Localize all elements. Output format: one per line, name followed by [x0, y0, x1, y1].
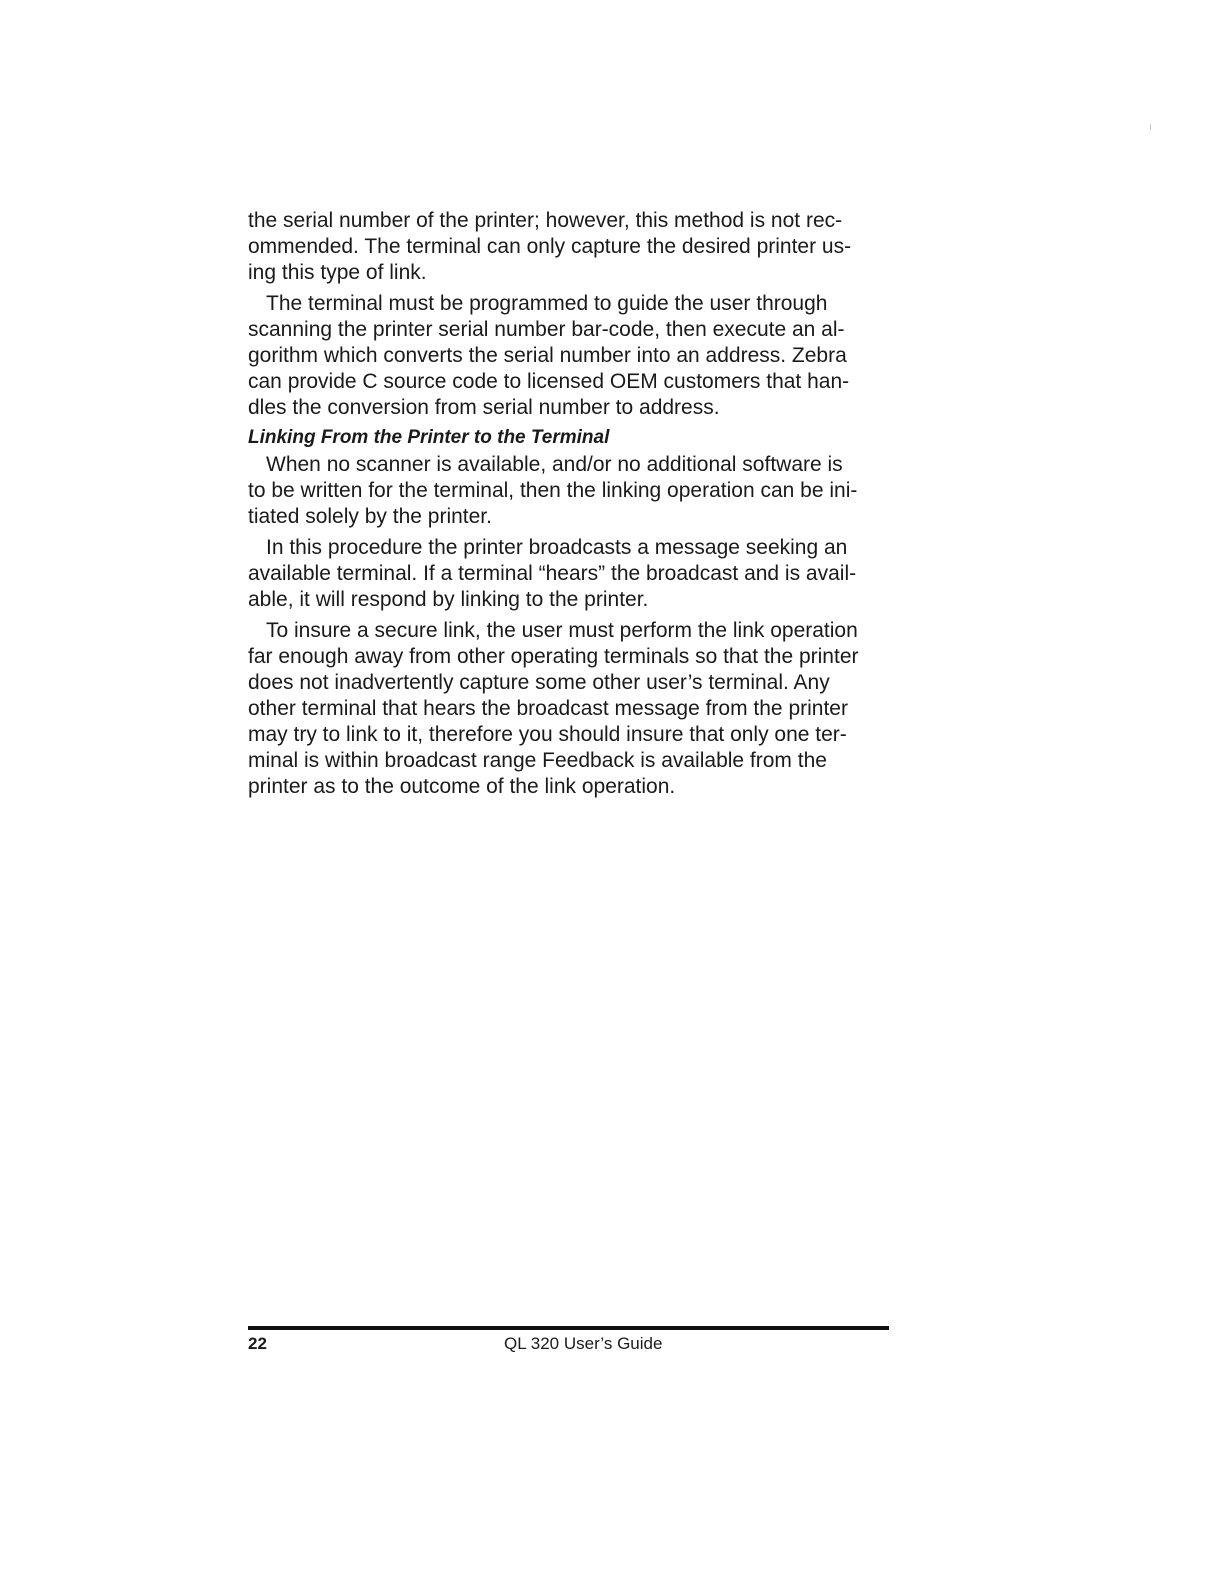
text-line: available terminal. If a terminal “hears” the broadcast and is avail- — [248, 562, 857, 585]
footer-rule — [248, 1326, 889, 1330]
text-line: tiated solely by the printer. — [248, 505, 492, 528]
text-line: far enough away from other operating terminals so that the printer — [248, 645, 859, 668]
text-line: printer as to the outcome of the link operation. — [248, 775, 676, 798]
text-line: The terminal must be programmed to guide the user through — [266, 292, 828, 315]
text-line: dles the conversion from serial number to address. — [248, 396, 720, 419]
paragraph-no-scanner — [248, 452, 888, 530]
text-line: to be written for the terminal, then the linking operation can be ini- — [248, 479, 858, 502]
text-line: can provide C source code to licensed OEM customers that han- — [248, 370, 850, 393]
text-line: gorithm which converts the serial number into an address. Zebra — [248, 344, 847, 367]
text-line: ing this type of link. — [248, 261, 427, 284]
section-heading: Linking From the Printer to the Terminal — [248, 427, 610, 448]
paragraph-serial-number — [248, 208, 888, 286]
text-line: other terminal that hears the broadcast message from the printer — [248, 697, 848, 720]
paragraph-secure-link — [248, 618, 888, 800]
text-line: minal is within broadcast range Feedback is available from the — [248, 749, 827, 772]
paragraph-terminal-programming — [248, 291, 888, 421]
paragraph-broadcast-procedure — [248, 535, 888, 613]
text-line: scanning the printer serial number bar-code, then execute an al- — [248, 318, 845, 341]
page-number: 22 — [248, 1334, 267, 1353]
text-line: may try to link to it, therefore you should insure that only one ter- — [248, 723, 847, 746]
body-text — [248, 208, 888, 805]
text-line: When no scanner is available, and/or no additional software is — [266, 453, 843, 476]
text-line: To insure a secure link, the user must perform the link operation — [266, 619, 858, 642]
footer-document-title: QL 320 User’s Guide — [504, 1334, 663, 1353]
scan-speck — [1150, 124, 1151, 130]
text-line: In this procedure the printer broadcasts a message seeking an — [266, 536, 848, 559]
text-line: able, it will respond by linking to the printer. — [248, 588, 649, 611]
text-line: ommended. The terminal can only capture the desired printer us- — [248, 235, 852, 258]
text-line: the serial number of the printer; however, this method is not rec- — [248, 209, 843, 232]
text-line: does not inadvertently capture some other user’s terminal. Any — [248, 671, 830, 694]
